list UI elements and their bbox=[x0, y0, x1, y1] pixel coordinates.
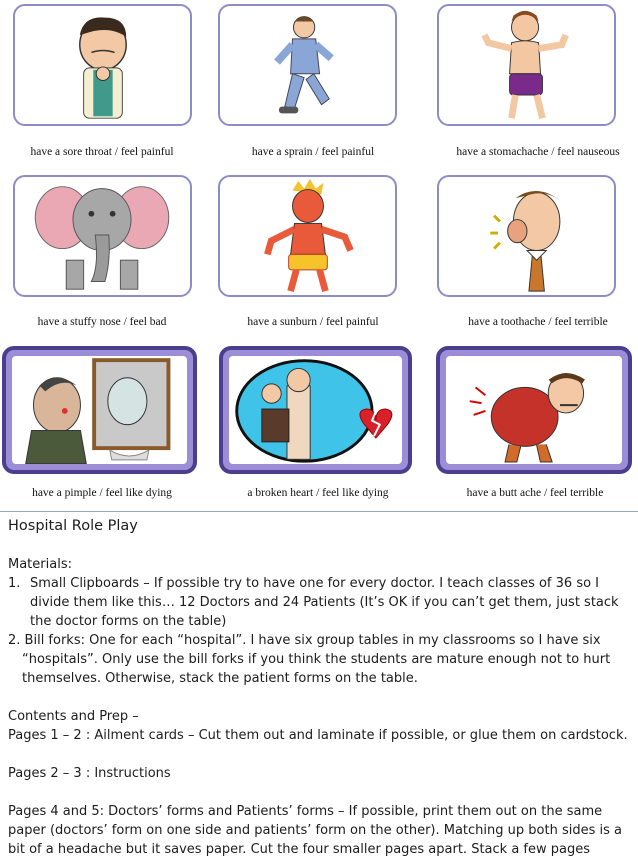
card-caption: have a toothache / feel terrible bbox=[468, 316, 608, 328]
card-pimple bbox=[2, 346, 197, 474]
butt-ache-figure-icon bbox=[446, 356, 622, 464]
card-stuffy-nose bbox=[13, 175, 192, 297]
broken-heart-figure-icon bbox=[229, 356, 402, 464]
materials-label: Materials: bbox=[8, 557, 72, 572]
list-text: Bill forks: One for each “hospital”. I have six group tables in my classrooms so I have six “hospitals”. Only use the bill forks if you think the students are mature enough not to hurt themselves. Otherwise, stack the patient forms on the table. bbox=[22, 633, 611, 686]
card-sunburn bbox=[218, 175, 397, 297]
card-stomachache bbox=[437, 4, 616, 126]
card-caption: have a sore throat / feel painful bbox=[30, 146, 174, 158]
sore-throat-figure-icon bbox=[15, 6, 190, 124]
card-caption: have a butt ache / feel terrible bbox=[466, 487, 604, 499]
list-number: 2. bbox=[8, 633, 21, 648]
card-sprain bbox=[218, 4, 397, 126]
sunburn-figure-icon bbox=[220, 177, 395, 295]
list-text: Small Clipboards – If possible try to have one for every doctor. I teach classes of 36 so I divide them like this… 12 Doctors and 24 Patients (It’s OK if you can’t get them, just stack the doctor forms on the table) bbox=[30, 576, 619, 629]
card-caption: have a sunburn / feel painful bbox=[247, 316, 379, 328]
list-item bbox=[8, 631, 633, 688]
toothache-figure-icon bbox=[439, 177, 614, 295]
page-title: Hospital Role Play bbox=[8, 518, 138, 534]
card-caption: have a pimple / feel like dying bbox=[32, 487, 172, 499]
sprain-figure-icon bbox=[220, 6, 395, 124]
card-caption: have a stomachache / feel nauseous bbox=[456, 146, 620, 158]
contents-label: Contents and Prep – bbox=[8, 709, 139, 724]
pages-1-2-paragraph: Pages 1 – 2 : Ailment cards – Cut them out and laminate if possible, or glue them on cardstock. bbox=[8, 728, 628, 743]
elephant-figure-icon bbox=[15, 177, 190, 295]
list-item bbox=[8, 574, 633, 631]
pimple-mirror-figure-icon bbox=[12, 356, 187, 464]
stomachache-figure-icon bbox=[439, 6, 614, 124]
pages-4-5-paragraph: Pages 4 and 5: Doctors’ forms and Patients’ forms – If possible, print them out on the same paper (doctors’ form on one side and patients’ form on the other). Matching up both sides is a bit of a headache but it saves paper. Cut the four smaller pages apart. Stack a few pages bbox=[8, 804, 622, 857]
list-number: 1. bbox=[8, 576, 21, 591]
instructions-text bbox=[8, 515, 633, 859]
card-caption: have a stuffy nose / feel bad bbox=[37, 316, 167, 328]
page-divider bbox=[0, 511, 638, 512]
card-butt-ache bbox=[436, 346, 632, 474]
card-caption: have a sprain / feel painful bbox=[251, 146, 375, 158]
card-broken-heart bbox=[219, 346, 412, 474]
card-caption: a broken heart / feel like dying bbox=[247, 487, 389, 499]
card-toothache bbox=[437, 175, 616, 297]
pages-2-3-paragraph: Pages 2 – 3 : Instructions bbox=[8, 766, 171, 781]
card-sore-throat bbox=[13, 4, 192, 126]
